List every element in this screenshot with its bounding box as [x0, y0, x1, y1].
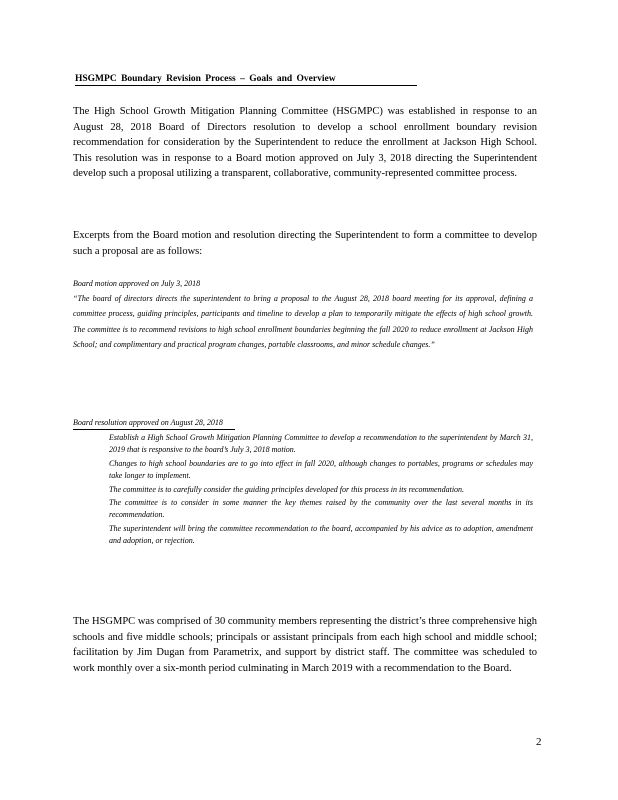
section-title: HSGMPC Boundary Revision Process – Goals and Overview — [75, 74, 417, 86]
resolution-item — [73, 458, 533, 483]
excerpt-intro-paragraph: Excerpts from the Board motion and resolution directing the Superintendent to form a committee to develop such a proposal are as follows: — [73, 230, 537, 257]
resolution-item-text: The superintendent will bring the committee recommendation to the board, accompanied by his advice as to adoption, amendment and adoption, or rejection. — [109, 523, 533, 546]
closing-paragraph: The HSGMPC was comprised of 30 community members representing the district’s three comprehensive high schools and five middle schools; principals or assistant principals from each high school and middle school; facilitation by Jim Dugan from Parametrix, and support by district staff. The committee was scheduled to work monthly over a six-month period culminating in March 2019 with a recommendation to the Board. — [73, 616, 537, 674]
resolution-item-text: Establish a High School Growth Mitigation Planning Committee to develop a recommendation to the superintendent by March 31, 2019 that is responsive to the board’s July 3, 2018 motion. — [109, 433, 533, 455]
motion-text: “The board of directors directs the superintendent to bring a proposal to the August 28, 2018 board meeting for its approval, defining a committee process, guiding principles, participants and timeline to develop a plan to temporarily mitigate the effects of high school growth. The committee is to recommend revisions to high school enrollment boundaries beginning the fall 2020 to reduce enrollment at Jackson High School; and complimentary and practical program changes, portable classrooms, and minor schedule changes.” — [73, 294, 533, 349]
resolution-item — [73, 484, 533, 496]
board-motion-excerpt — [73, 276, 533, 352]
resolution-item-text: The committee is to carefully consider the guiding principles developed for this process in its recommendation. — [109, 484, 465, 494]
resolution-item — [73, 523, 533, 548]
resolution-heading: Board resolution approved on August 28, 2018 — [73, 416, 235, 430]
motion-heading: Board motion approved on July 3, 2018 — [73, 279, 201, 288]
page-number: 2 — [536, 736, 542, 748]
resolution-item-text: Changes to high school boundaries are to go into effect in fall 2020, although changes to portables, programs or schedules may take longer to implement. — [109, 458, 533, 481]
board-resolution-excerpt — [73, 416, 533, 549]
resolution-list — [73, 432, 533, 548]
resolution-item — [73, 432, 533, 457]
resolution-item-text: The committee is to consider in some manner the key themes raised by the community over the last several months in its recommendation. — [109, 498, 533, 520]
intro-paragraph: The High School Growth Mitigation Planning Committee (HSGMPC) was established in response to an August 28, 2018 Board of Directors resolution to develop a school enrollment boundary revision recommendation for consideration by the Superintendent to reduce the enrollment at Jackson High School. This resolution was in response to a Board motion approved on July 3, 2018 directing the Superintendent develop such a proposal utilizing a transparent, collaborative, community-represented committee process. — [73, 106, 537, 180]
resolution-item — [73, 497, 533, 522]
